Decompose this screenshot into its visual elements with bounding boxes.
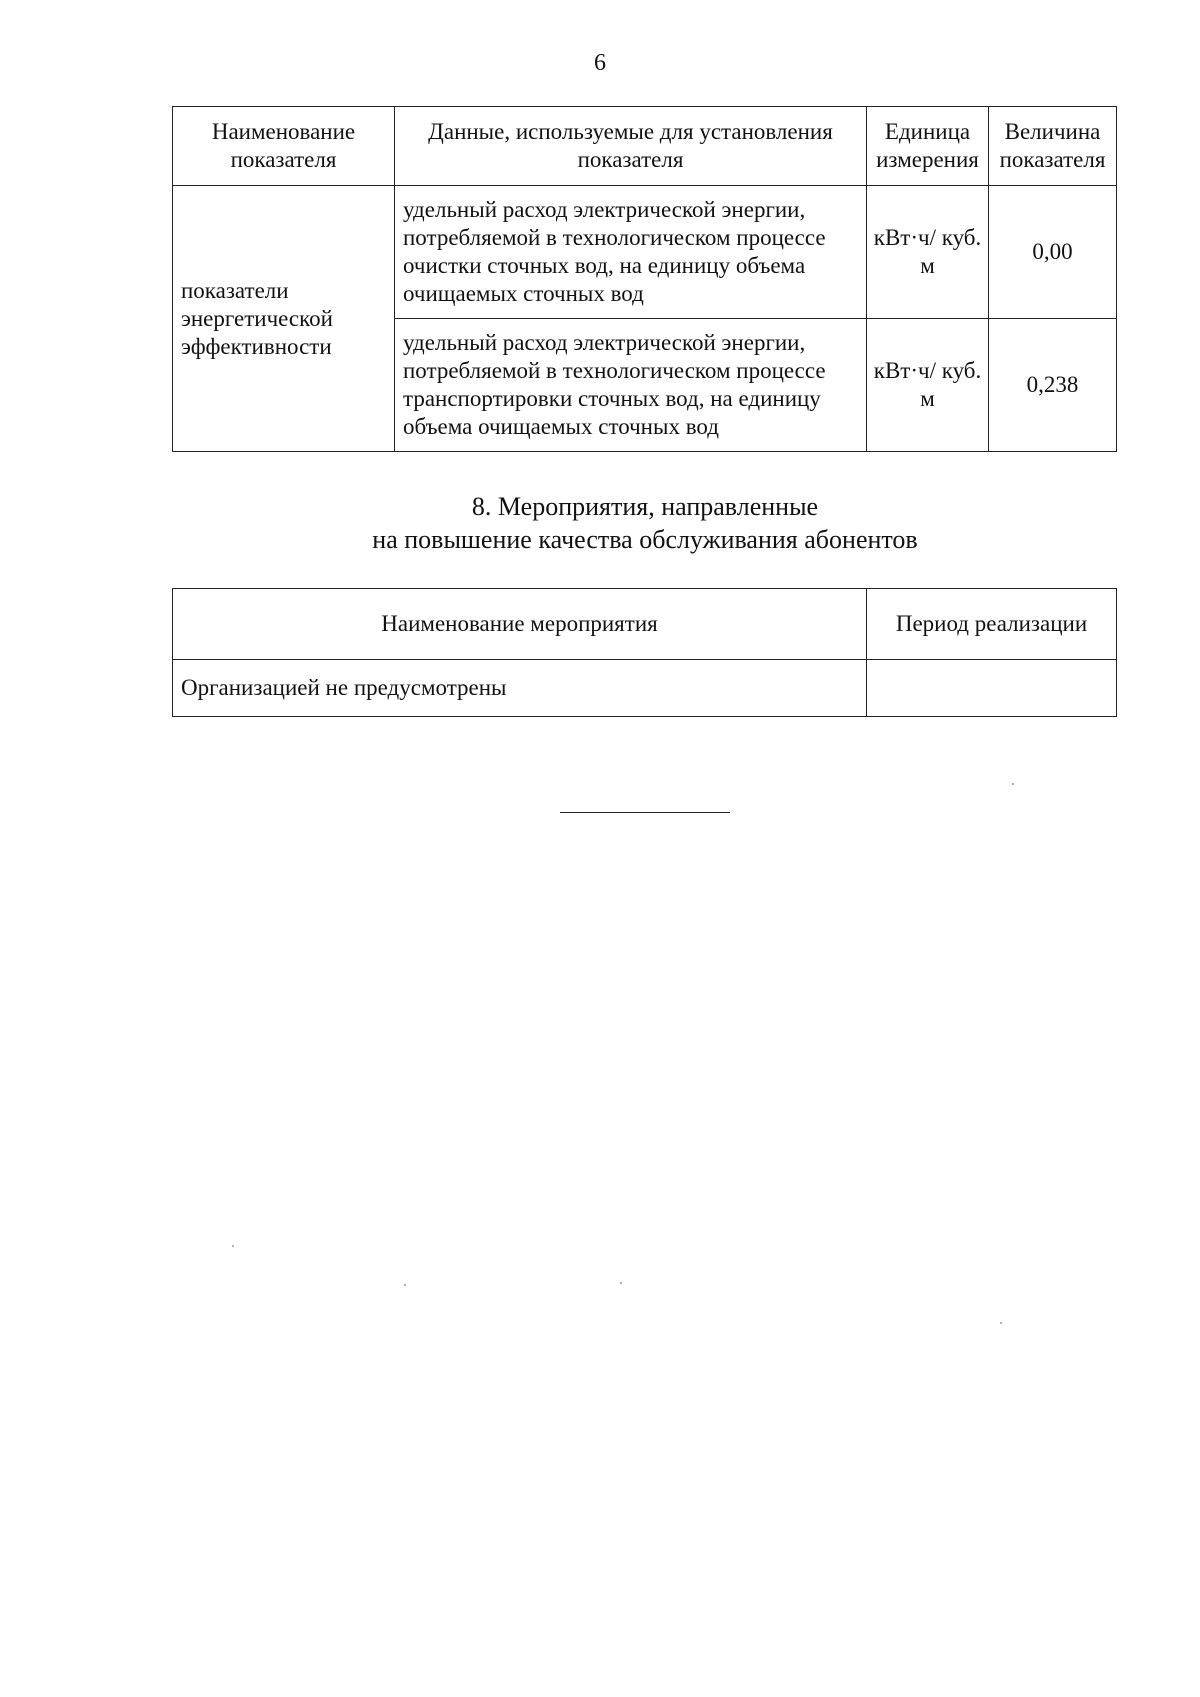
end-of-document-line xyxy=(560,812,730,813)
scan-speck xyxy=(1000,1322,1002,1324)
table-header-row xyxy=(173,107,1117,186)
measures-table xyxy=(172,588,1117,717)
header-value: Величина показателя xyxy=(989,107,1117,186)
indicator-unit-cell: кВт·ч/ куб. м xyxy=(867,319,989,452)
scan-speck xyxy=(620,1282,622,1284)
indicator-data-cell: удельный расход электрической энергии, потребляемой в технологическом процессе транспортировки сточных вод, на единицу объема очищаемых сточных вод xyxy=(395,319,867,452)
header-period: Период реализации xyxy=(867,589,1117,660)
table-row xyxy=(173,660,1117,717)
measure-period-cell xyxy=(867,660,1117,717)
section-title-line-1: 8. Мероприятия, направленные xyxy=(471,492,819,521)
indicator-group-name: показатели энергетической эффективности xyxy=(173,186,395,452)
scan-speck xyxy=(404,1284,406,1286)
indicator-unit-cell: кВт·ч/ куб. м xyxy=(867,186,989,319)
indicators-table xyxy=(172,106,1117,452)
scan-speck xyxy=(232,1245,234,1247)
table-row xyxy=(173,186,1117,319)
scan-speck xyxy=(1012,783,1014,785)
page-number: 6 xyxy=(594,50,606,76)
header-indicator-data: Данные, используемые для установления показателя xyxy=(395,107,867,186)
indicator-value-cell: 0,238 xyxy=(989,319,1117,452)
indicator-value-cell: 0,00 xyxy=(989,186,1117,319)
header-unit: Единица измерения xyxy=(867,107,989,186)
header-indicator-name: Наименование показателя xyxy=(173,107,395,186)
indicator-data-cell: удельный расход электрической энергии, потребляемой в технологическом процессе очистки сточных вод, на единицу объема очищаемых сточных вод xyxy=(395,186,867,319)
table-header-row xyxy=(173,589,1117,660)
section-title-line-2: на повышение качества обслуживания абонентов xyxy=(372,525,918,554)
section-title xyxy=(0,490,1200,556)
header-measure-name: Наименование мероприятия xyxy=(173,589,867,660)
measure-name-cell: Организацией не предусмотрены xyxy=(173,660,867,717)
